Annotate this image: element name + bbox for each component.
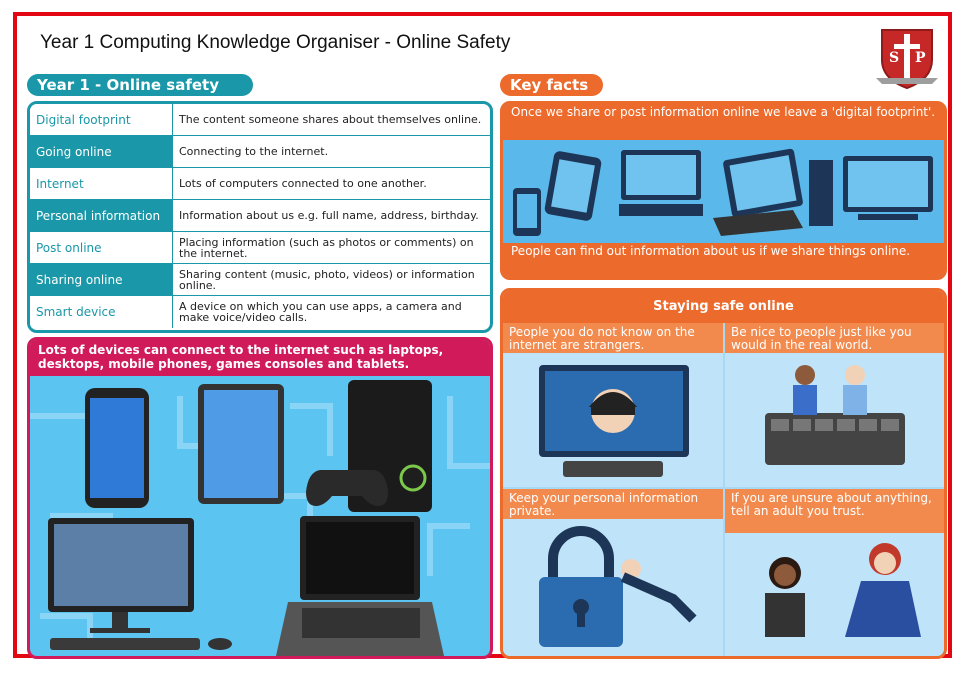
svg-text:S: S	[889, 50, 900, 66]
vocab-row	[30, 296, 490, 328]
devices-panel	[27, 337, 493, 659]
key-facts-heading: Key facts	[500, 74, 603, 96]
tip-tell-adult-text: If you are unsure about anything, tell an adult you trust.	[725, 489, 947, 533]
vocab-definition: The content someone shares about themselves online.	[179, 113, 482, 126]
tablet-image	[198, 384, 284, 504]
vocab-definition: Lots of computers connected to one another.	[179, 177, 427, 190]
padlock-child-image	[503, 519, 723, 659]
vocab-definition: Sharing content (music, photo, videos) or information online.	[179, 267, 475, 292]
vocab-row	[30, 104, 490, 136]
vocab-row	[30, 232, 490, 264]
mobile-phone-image	[85, 388, 149, 508]
vocab-row	[30, 168, 490, 200]
staying-safe-panel	[500, 288, 947, 659]
vocab-definition: Connecting to the internet.	[179, 145, 329, 158]
tip-keep-private	[503, 489, 723, 659]
vocab-heading: Year 1 - Online safety	[27, 74, 253, 96]
vocab-definition: A device on which you can use apps, a camera and make voice/video calls.	[179, 300, 462, 324]
tip-be-nice-text: Be nice to people just like you would in the real world.	[725, 323, 947, 353]
tip-strangers	[503, 323, 723, 487]
vocab-term: Going online	[30, 136, 173, 167]
school-crest-logo	[876, 26, 938, 90]
vocab-term: Sharing online	[30, 264, 173, 295]
svg-text:P: P	[915, 50, 926, 66]
vocab-row	[30, 136, 490, 168]
digital-footprint-devices-illustration	[503, 140, 944, 250]
page-title: Year 1 Computing Knowledge Organiser - Online Safety	[40, 32, 511, 53]
vocab-row	[30, 264, 490, 296]
tip-keep-private-text: Keep your personal information private.	[503, 489, 723, 519]
vocab-row	[30, 200, 490, 232]
staying-safe-heading: Staying safe online	[503, 291, 944, 323]
vocab-definition: Placing information (such as photos or comments) on the internet.	[179, 235, 474, 260]
tip-be-nice	[725, 323, 947, 487]
vocabulary-table	[27, 101, 493, 333]
key-facts-bottom-text: People can find out information about us if we share things online.	[503, 243, 944, 277]
vocab-term: Post online	[30, 232, 173, 263]
devices-illustration	[30, 376, 490, 659]
vocab-term: Personal information	[30, 200, 173, 231]
vocab-definition: Information about us e.g. full name, address, birthday.	[179, 209, 479, 222]
desktop-computer-image	[48, 518, 232, 650]
devices-caption: Lots of devices can connect to the internet such as laptops, desktops, mobile phones, games consoles and tablets.	[30, 340, 490, 376]
children-on-keyboard-image	[725, 353, 947, 487]
stranger-on-computer-image	[503, 353, 723, 487]
key-facts-top-text: Once we share or post information online we leave a 'digital footprint'.	[503, 104, 944, 140]
tip-tell-adult	[725, 489, 947, 659]
key-facts-panel	[500, 101, 947, 280]
vocab-term: Smart device	[30, 296, 173, 328]
games-console-image	[306, 380, 432, 512]
upset-children-image	[725, 533, 947, 659]
laptop-image	[276, 516, 444, 656]
tip-strangers-text: People you do not know on the internet are strangers.	[503, 323, 723, 353]
vocab-term: Internet	[30, 168, 173, 199]
vocab-term: Digital footprint	[30, 104, 173, 135]
